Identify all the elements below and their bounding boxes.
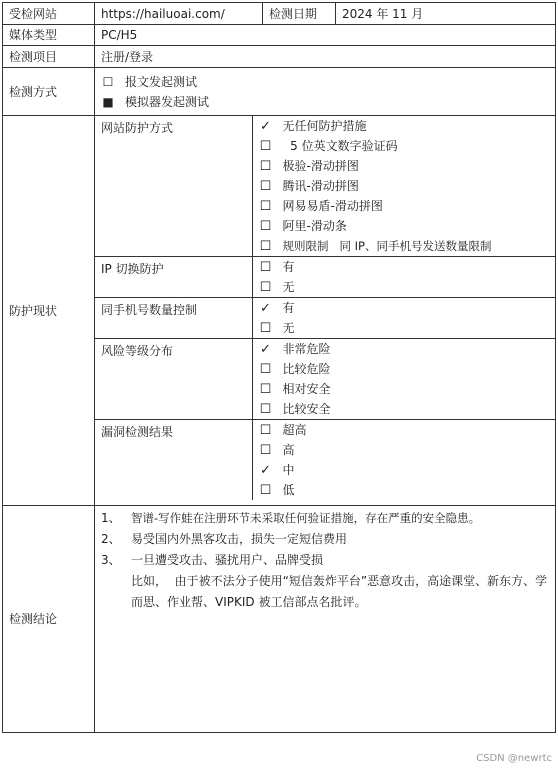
protection-inner-table <box>95 116 555 500</box>
media-row <box>3 25 556 46</box>
option-line <box>259 318 556 338</box>
empty-checkbox-icon: ☐ <box>259 423 272 438</box>
conclusion-label: 检测结论 <box>3 506 95 733</box>
option-label: 比较危险 <box>282 362 331 376</box>
method-row <box>3 68 556 116</box>
site-row <box>3 3 556 25</box>
category-options <box>252 257 555 298</box>
option-line <box>259 236 556 256</box>
conclusion-example: 比如， 由于被不法分子使用“短信轰炸平台”恶意攻击，高途课堂、新东方、学而思、作业帮、VIPKID 被工信部点名批评。 <box>131 574 548 609</box>
protection-details <box>95 116 556 506</box>
method-option-label: 报文发起测试 <box>125 74 198 89</box>
checkmark-icon: ✓ <box>260 342 271 357</box>
option-label: 无 <box>282 321 295 335</box>
option-label: 极验-滑动拼图 <box>282 159 359 173</box>
conclusion-row <box>3 506 556 733</box>
option-line <box>259 339 556 359</box>
option-line <box>259 196 556 216</box>
option-line <box>259 216 556 236</box>
method-label: 检测方式 <box>3 68 95 116</box>
option-line <box>259 298 556 318</box>
option-line <box>259 420 556 440</box>
option-label: 非常危险 <box>282 342 331 356</box>
checkmark-icon: ✓ <box>260 463 271 478</box>
csdn-watermark: CSDN @newrtc <box>476 753 552 764</box>
conclusion-item-number: 1、 <box>101 511 121 525</box>
protection-row <box>3 116 556 506</box>
option-label: 超高 <box>282 423 307 437</box>
filled-checkbox-icon: ■ <box>102 94 114 109</box>
conclusion-item-text: 一旦遭受攻击、骚扰用户、品牌受损 <box>131 553 324 567</box>
empty-checkbox-icon: ☐ <box>259 179 272 194</box>
category-row-website-protection <box>95 116 555 257</box>
conclusion-item-number: 2、 <box>101 532 121 546</box>
checkmark-icon: ✓ <box>260 301 271 316</box>
conclusion-item <box>101 529 555 550</box>
date-value: 2024 年 11 月 <box>336 3 556 25</box>
category-row-phone-limit <box>95 298 555 339</box>
method-option <box>101 92 555 112</box>
category-row-risk-level <box>95 339 555 420</box>
empty-checkbox-icon: ☐ <box>102 74 114 89</box>
media-label: 媒体类型 <box>3 25 95 46</box>
option-label: 有 <box>282 301 295 315</box>
option-line <box>259 480 556 500</box>
category-row-vuln-result <box>95 420 555 501</box>
empty-checkbox-icon: ☐ <box>259 443 272 458</box>
site-value: https://hailuoai.com/ <box>95 3 263 25</box>
option-label: 5 位英文数字验证码 <box>282 139 398 153</box>
option-label: 有 <box>282 260 295 274</box>
option-line <box>259 116 556 136</box>
conclusion-item <box>101 550 555 571</box>
option-line <box>259 399 556 419</box>
category-label: 风险等级分布 <box>95 339 252 420</box>
method-options <box>95 68 556 116</box>
empty-checkbox-icon: ☐ <box>259 280 272 295</box>
option-label: 规则限制 同 IP、同手机号发送数量限制 <box>282 239 492 253</box>
protection-label: 防护现状 <box>3 116 95 506</box>
option-line <box>259 136 556 156</box>
category-label: 同手机号数量控制 <box>95 298 252 339</box>
empty-checkbox-icon: ☐ <box>259 483 272 498</box>
conclusion-item-text: 智谱-写作蛙在注册环节未采取任何验证措施，存在严重的安全隐患。 <box>131 511 481 525</box>
checkmark-icon: ✓ <box>260 119 271 134</box>
empty-checkbox-icon: ☐ <box>259 139 272 154</box>
option-label: 无 <box>282 280 295 294</box>
date-label: 检测日期 <box>263 3 336 25</box>
conclusion-item <box>101 508 555 529</box>
empty-checkbox-icon: ☐ <box>259 239 272 254</box>
option-label: 腾讯-滑动拼图 <box>282 179 359 193</box>
option-label: 中 <box>282 463 295 477</box>
empty-checkbox-icon: ☐ <box>259 402 272 417</box>
method-option <box>101 72 555 92</box>
option-label: 相对安全 <box>282 382 331 396</box>
site-label: 受检网站 <box>3 3 95 25</box>
category-label: IP 切换防护 <box>95 257 252 298</box>
option-line <box>259 156 556 176</box>
empty-checkbox-icon: ☐ <box>259 362 272 377</box>
category-label: 网站防护方式 <box>95 116 252 257</box>
option-line <box>259 176 556 196</box>
option-label: 低 <box>282 483 295 497</box>
option-line <box>259 379 556 399</box>
option-label: 比较安全 <box>282 402 331 416</box>
conclusion-item-text: 易受国内外黑客攻击，损失一定短信费用 <box>131 532 348 546</box>
empty-checkbox-icon: ☐ <box>259 382 272 397</box>
category-options <box>252 420 555 501</box>
empty-checkbox-icon: ☐ <box>259 219 272 234</box>
option-label: 阿里-滑动条 <box>282 219 347 233</box>
category-options <box>252 298 555 339</box>
empty-checkbox-icon: ☐ <box>259 199 272 214</box>
empty-checkbox-icon: ☐ <box>259 260 272 275</box>
media-value: PC/H5 <box>95 25 556 46</box>
item-row <box>3 46 556 68</box>
category-row-ip-switch <box>95 257 555 298</box>
empty-checkbox-icon: ☐ <box>259 321 272 336</box>
conclusion-content <box>95 506 556 733</box>
option-label: 无任何防护措施 <box>282 119 367 133</box>
option-line <box>259 277 556 297</box>
detection-report-table <box>2 2 556 733</box>
option-line <box>259 460 556 480</box>
option-line <box>259 359 556 379</box>
item-label: 检测项目 <box>3 46 95 68</box>
conclusion-item-number: 3、 <box>101 553 121 567</box>
category-label: 漏洞检测结果 <box>95 420 252 501</box>
category-options <box>252 339 555 420</box>
category-options <box>252 116 555 257</box>
option-label: 网易易盾-滑动拼图 <box>282 199 383 213</box>
option-line <box>259 440 556 460</box>
item-value: 注册/登录 <box>95 46 556 68</box>
empty-checkbox-icon: ☐ <box>259 159 272 174</box>
option-label: 高 <box>282 443 295 457</box>
option-line <box>259 257 556 277</box>
method-option-label: 模拟器发起测试 <box>125 94 210 109</box>
